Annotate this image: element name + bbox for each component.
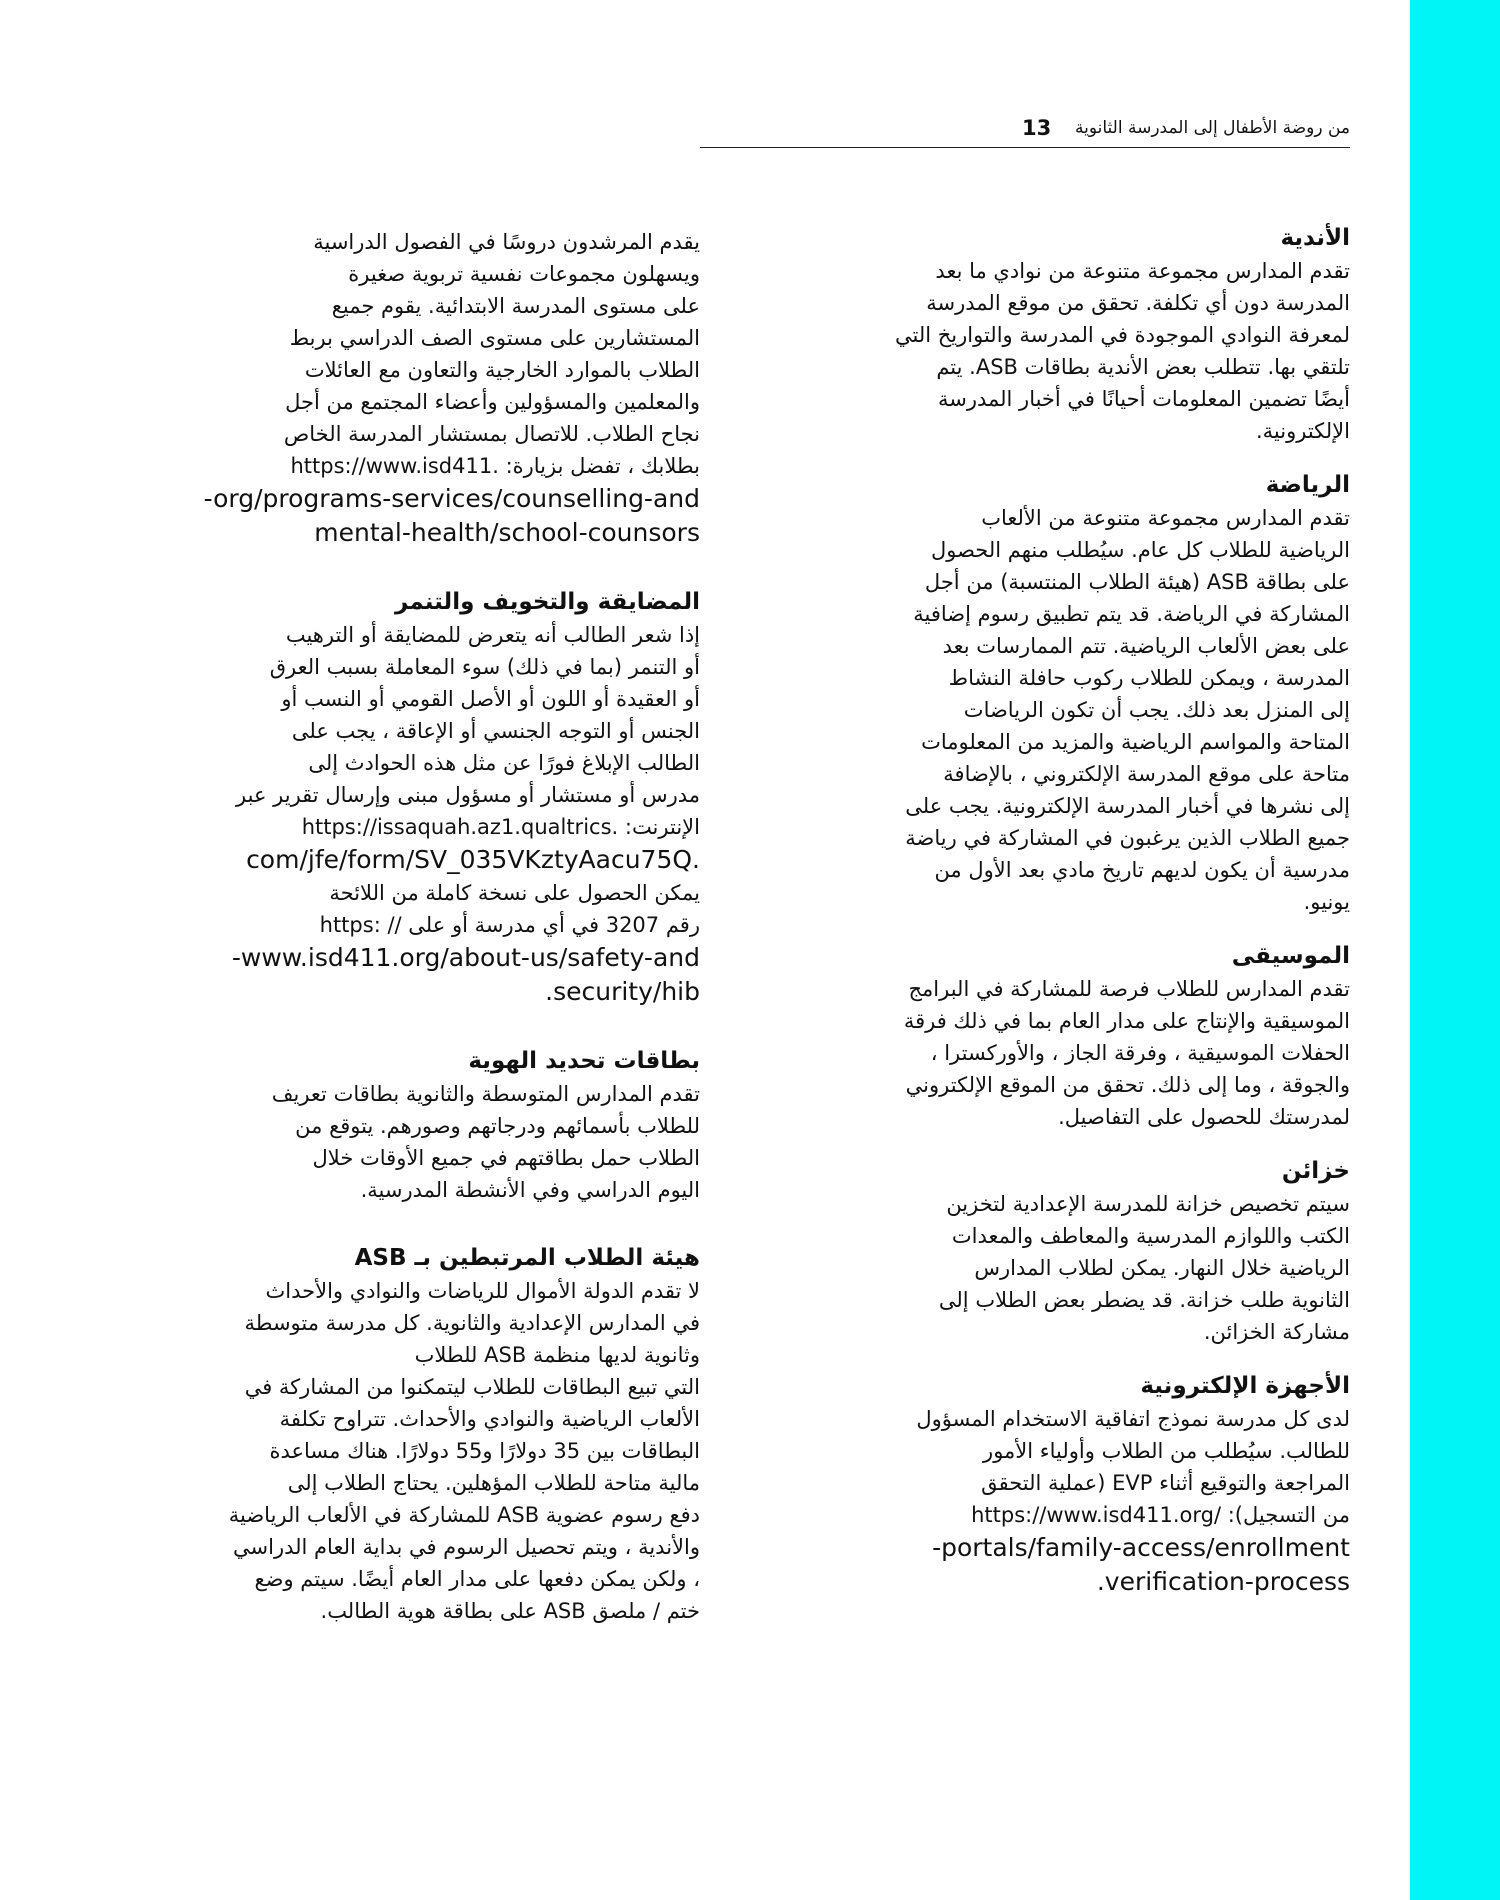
section-electronic-devices — [800, 1370, 1350, 1599]
text-line: على مستوى المدرسة الابتدائية. يقوم جميع — [331, 294, 700, 318]
text-line: الطلاب حمل بطاقتهم في جميع الأوقات خلال — [312, 1146, 700, 1170]
text-line: إلى المنزل بعد ذلك. يجب أن تكون الرياضات — [963, 698, 1350, 722]
section-sports — [800, 469, 1350, 918]
text-line: يونيو. — [1303, 890, 1350, 914]
text-line: على بطاقة ASB (هيئة الطلاب المنتسبة) من أجل — [924, 570, 1350, 594]
text-line: المدرسة ، ويمكن للطلاب ركوب حافلة النشاط — [948, 666, 1350, 690]
text-line: تقدم المدارس مجموعة متنوعة من نوادي ما بعد — [935, 259, 1350, 283]
text-line: سيتم تخصيص خزانة للمدرسة الإعدادية لتخزين — [946, 1192, 1350, 1216]
text-line: الإلكترونية. — [1256, 419, 1350, 443]
text-line: الموسيقية والإنتاج على مدار العام بما في ذلك فرقة — [903, 1009, 1350, 1033]
text-line: الطلاب بالموارد الخارجية والتعاون مع العائلات — [304, 358, 700, 382]
header-rule — [700, 147, 1350, 148]
text-line: تقدم المدارس المتوسطة والثانوية بطاقات تعريف — [271, 1082, 700, 1106]
text-line: للطالب. سيُطلب من الطلاب وأولياء الأمور — [983, 1439, 1350, 1463]
text-line: الرياضية خلال النهار. يمكن لطلاب المدارس — [974, 1256, 1350, 1280]
text-line: البطاقات بين 35 دولارًا و55 دولارًا. هناك مساعدة — [269, 1439, 700, 1463]
text-line: الثانوية طلب خزانة. قد يضطر بعض الطلاب إلى — [938, 1288, 1350, 1312]
text-line: الإنترنت: .https://issaquah.az1.qualtrics — [301, 815, 700, 839]
section-heading: الأجهزة الإلكترونية — [1140, 1373, 1350, 1399]
text-line: متاحة على موقع المدرسة الإلكتروني ، بالإضافة — [943, 762, 1350, 786]
text-line: الطالب الإبلاغ فورًا عن مثل هذه الحوادث إلى — [308, 751, 700, 775]
text-line: مدرس أو مستشار أو مسؤول مبنى وإرسال تقرير عبر — [236, 783, 700, 807]
text-line: لمعرفة النوادي الموجودة في المدرسة والتواريخ التي — [895, 323, 1350, 347]
section-music — [800, 940, 1350, 1133]
link-text[interactable]: .verification-process — [1096, 1567, 1350, 1596]
text-line: يقدم المرشدون دروسًا في الفصول الدراسية — [313, 230, 700, 254]
text-line: المراجعة والتوقيع أثناء EVP (عملية التحقق — [981, 1471, 1350, 1495]
text-line: المشاركة في الرياضة. قد يتم تطبيق رسوم إضافية — [913, 602, 1350, 626]
text-line: مشاركة الخزائن. — [1203, 1320, 1350, 1344]
running-header — [700, 116, 1350, 146]
text-line: أو العقيدة أو اللون أو الأصل القومي أو النسب أو — [281, 687, 700, 711]
section-heading: هيئة الطلاب المرتبطين بـ ASB — [354, 1245, 700, 1271]
text-line: المستشارين على مستوى الصف الدراسي بربط — [289, 326, 700, 350]
section-heading: الرياضة — [1265, 472, 1350, 498]
text-line: يمكن الحصول على نسخة كاملة من اللائحة — [329, 881, 700, 905]
text-line: الحفلات الموسيقية ، وفرقة الجاز ، والأوركسترا ، — [930, 1041, 1350, 1065]
link-text[interactable]: -org/programs-services/counselling-and — [203, 484, 700, 513]
section-clubs — [800, 222, 1350, 447]
link-text[interactable]: .security/hib — [545, 977, 700, 1006]
text-line: المدرسة دون أي تكلفة. تحقق من موقع المدرسة — [926, 291, 1350, 315]
text-line: التي تبيع البطاقات للطلاب ليتمكنوا من المشاركة في — [244, 1375, 700, 1399]
text-line: بطلابك ، تفضل بزيارة: .https://www.isd411 — [290, 454, 700, 478]
right-column — [800, 222, 1350, 1599]
section-lockers — [800, 1155, 1350, 1348]
link-text[interactable]: -portals/family-access/enrollment — [932, 1533, 1350, 1562]
section-heading: خزائن — [1281, 1158, 1350, 1184]
link-text[interactable]: com/jfe/form/SV_035VKztyAacu75Q. — [246, 845, 700, 874]
text-line: على بعض الألعاب الرياضية. تتم الممارسات بعد — [942, 634, 1350, 658]
text-line: أو التنمر (بما في ذلك) سوء المعاملة بسبب العرق — [269, 655, 700, 679]
text-line: تقدم المدارس مجموعة متنوعة من الألعاب — [981, 506, 1350, 530]
section-asb — [150, 1242, 700, 1627]
text-line: تقدم المدارس للطلاب فرصة للمشاركة في البرامج — [908, 977, 1350, 1001]
text-line: للطلاب بأسمائهم ودرجاتهم وصورهم. يتوقع من — [295, 1114, 700, 1138]
text-line: الرياضية للطلاب كل عام. سيُطلب منهم الحصول — [930, 538, 1350, 562]
side-color-band — [1410, 0, 1500, 1900]
left-column — [150, 222, 700, 1627]
header-title: من روضة الأطفال إلى المدرسة الثانوية — [1075, 118, 1350, 138]
text-line: تلتقي بها. تتطلب بعض الأندية بطاقات ASB. يتم — [936, 355, 1350, 379]
text-line: والجوقة ، وما إلى ذلك. تحقق من الموقع الإلكتروني — [905, 1073, 1350, 1097]
text-line: في المدارس الإعدادية والثانوية. كل مدرسة متوسطة — [244, 1311, 700, 1335]
section-heading: الموسيقى — [1231, 943, 1350, 969]
section-heading: الأندية — [1280, 225, 1350, 251]
text-line: إذا شعر الطالب أنه يتعرض للمضايقة أو الترهيب — [285, 623, 700, 647]
text-line: المتاحة والمواسم الرياضية والمزيد من المعلومات — [921, 730, 1350, 754]
section-id-cards — [150, 1045, 700, 1206]
section-counseling — [150, 222, 700, 550]
text-line: لمدرستك للحصول على التفاصيل. — [1058, 1105, 1350, 1129]
link-text[interactable]: -www.isd411.org/about-us/safety-and — [231, 943, 700, 972]
text-line: اليوم الدراسي وفي الأنشطة المدرسية. — [360, 1178, 700, 1202]
text-line: الألعاب الرياضية والنوادي والأحداث. تتراوح تكلفة — [279, 1407, 700, 1431]
text-line: والمعلمين والمسؤولين وأعضاء المجتمع من أجل — [285, 390, 700, 414]
text-line: مالية متاحة للطلاب المؤهلين. يحتاج الطلاب إلى — [287, 1471, 700, 1495]
text-line: ختم / ملصق ASB على بطاقة هوية الطالب. — [320, 1599, 700, 1623]
text-line: لا تقدم الدولة الأموال للرياضات والنوادي والأحداث — [265, 1279, 700, 1303]
text-line: وثانوية لديها منظمة ASB للطلاب — [414, 1343, 700, 1367]
page-number: 13 — [1022, 116, 1052, 140]
text-line: مدرسية أن يكون لديهم تاريخ مادي بعد الأول من — [934, 858, 1350, 882]
link-text[interactable]: mental-health/school-counsors — [314, 518, 700, 547]
text-line: نجاح الطلاب. للاتصال بمستشار المدرسة الخاص — [283, 422, 700, 446]
text-line: الجنس أو التوجه الجنسي أو الإعاقة ، يجب على — [291, 719, 700, 743]
section-heading: بطاقات تحديد الهوية — [468, 1048, 700, 1074]
text-line: رقم 3207 في أي مدرسة أو على // :https — [319, 913, 700, 937]
section-heading: المضايقة والتخويف والتنمر — [395, 589, 700, 615]
text-line: من التسجيل): /https://www.isd411.org — [971, 1503, 1350, 1527]
text-line: إلى نشرها في أخبار المدرسة الإلكترونية. يجب على — [905, 794, 1350, 818]
text-line: ويسهلون مجموعات نفسية تربوية صغيرة — [348, 262, 700, 286]
text-line: أيضًا تضمين المعلومات أحيانًا في أخبار المدرسة — [937, 387, 1350, 411]
text-line: الكتب واللوازم المدرسية والمعاطف والمعدات — [951, 1224, 1350, 1248]
text-line: لدى كل مدرسة نموذج اتفاقية الاستخدام المسؤول — [916, 1407, 1350, 1431]
text-line: ، ولكن يمكن دفعها على مدار العام أيضًا. سيتم وضع — [254, 1567, 700, 1591]
text-line: جميع الطلاب الذين يرغبون في المشاركة في رياضة — [905, 826, 1350, 850]
section-bullying — [150, 586, 700, 1009]
text-line: والأندية ، ويتم تحصيل الرسوم في بداية العام الدراسي — [233, 1535, 700, 1559]
text-line: دفع رسوم عضوية ASB للمشاركة في الألعاب الرياضية — [228, 1503, 700, 1527]
